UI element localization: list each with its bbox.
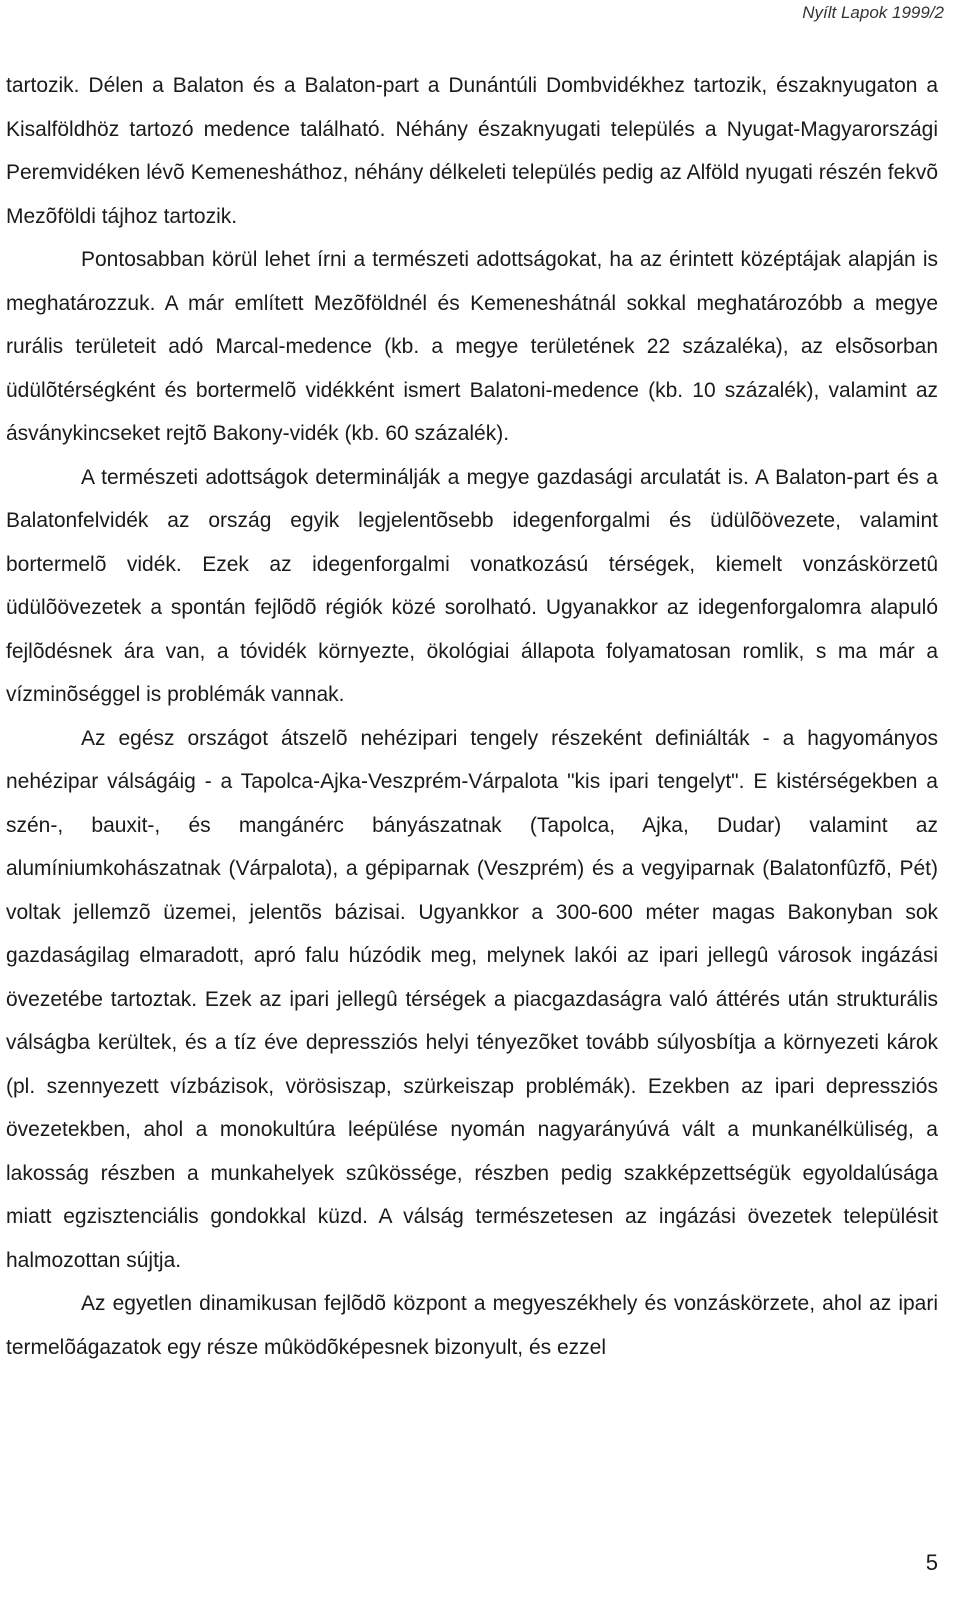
paragraph-5: Az egyetlen dinamikusan fejlõdõ központ a megyeszékhely és vonzáskörzete, ahol az ipari termelõágazatok egy része mûködõképesnek bizonyult, és ezzel xyxy=(6,1292,938,1359)
journal-header: Nyílt Lapok 1999/2 xyxy=(802,3,944,22)
article-body xyxy=(6,64,938,1369)
paragraph-3: A természeti adottságok determinálják a megye gazdasági arculatát is. A Balaton-part és a Balatonfelvidék az ország egyik legjelentõsebb idegenforgalmi és üdülõövezete, valamint bortermelõ vidék. Ezek az idegenforgalmi vonatkozású térségek, kiemelt vonzáskörzetû üdülõövezetek a spontán fejlõdõ régiók közé sorolható. Ugyanakkor az idegenforgalomra alapuló fejlõdésnek ára van, a tóvidék környezte, ökológiai állapota folyamatosan romlik, s ma már a vízminõséggel is problémák vannak. xyxy=(6,465,938,706)
paragraph-2: Pontosabban körül lehet írni a természeti adottságokat, ha az érintett középtájak alapján is meghatározzuk. A már említett Mezõföldnél és Kemeneshátnál sokkal meghatározóbb a megye rurális területeit adó Marcal-medence (kb. a megye területének 22 százaléka), az elsõsorban üdülõtérségként és bortermelõ vidékként ismert Balatoni-medence (kb. 10 százalék), valamint az ásványkincseket rejtõ Bakony-vidék (kb. 60 százalék). xyxy=(6,248,938,445)
page-number: 5 xyxy=(925,1550,938,1575)
paragraph-1: tartozik. Délen a Balaton és a Balaton-part a Dunántúli Dombvidékhez tartozik, északnyugaton a Kisalföldhöz tartozó medence található. Néhány északnyugati település a Nyugat-Magyarországi Peremvidéken lévõ Kemenesháthoz, néhány délkeleti település pedig az Alföld nyugati részén fekvõ Mezõföldi tájhoz tartozik. xyxy=(6,74,938,228)
paragraph-4: Az egész országot átszelõ nehézipari tengely részeként definiálták - a hagyományos nehézipar válságáig - a Tapolca-Ajka-Veszprém-Várpalota "kis ipari tengelyt". E kistérségekben a szén-, bauxit-, és mangánérc bányászatnak (Tapolca, Ajka, Dudar) valamint az alumíniumkohászatnak (Várpalota), a gépiparnak (Veszprém) és a vegyiparnak (Balatonfûzfõ, Pét) voltak jellemzõ üzemei, jelentõs bázisai. Ugyankkor a 300-600 méter magas Bakonyban sok gazdaságilag elmaradott, apró falu húzódik meg, melynek lakói az ipari jellegû városok ingázási övezetébe tartoztak. Ezek az ipari jellegû térségek a piacgazdaságra való áttérés után strukturális válságba kerültek, és a tíz éve depressziós helyi tényezõket tovább súlyosbítja a környezeti károk (pl. szennyezett vízbázisok, vörösiszap, szürkeiszap problémák). Ezekben az ipari depressziós övezetekben, ahol a monokultúra leépülése nyomán nagyarányúvá vált a munkanélküliség, a lakosság részben a munkahelyek szûkössége, részben pedig szakképzettségük egyoldalúsága miatt egzisztenciális gondokkal küzd. A válság természetesen az ingázási övezetek településit halmozottan sújtja. xyxy=(6,726,938,1272)
